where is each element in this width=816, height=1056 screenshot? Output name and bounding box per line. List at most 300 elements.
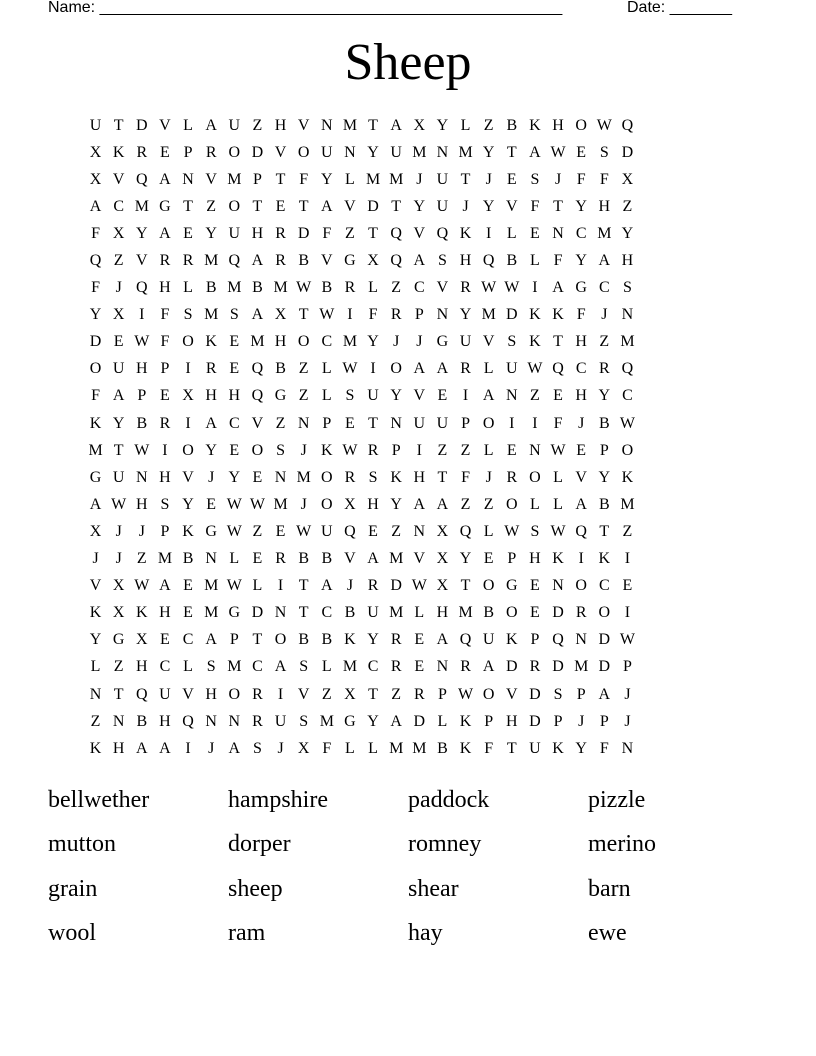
grid-letter: Q [436, 224, 449, 242]
grid-letter: O [506, 604, 518, 622]
grid-letter: M [458, 143, 473, 161]
grid-letter: L [90, 658, 101, 676]
grid-letter: A [552, 279, 564, 297]
grid-letter: N [575, 631, 587, 649]
grid-letter: Q [459, 631, 472, 649]
word-list-item: pizzle [588, 786, 646, 813]
grid-letter: T [252, 631, 263, 649]
grid-letter: M [204, 604, 219, 622]
grid-letter: R [252, 685, 263, 703]
grid-letter: F [91, 224, 101, 242]
grid-letter: G [228, 604, 241, 622]
grid-letter: B [298, 550, 310, 568]
grid-letter: X [297, 739, 310, 757]
grid-letter: D [390, 577, 402, 595]
grid-letter: Z [391, 685, 402, 703]
grid-letter: W [550, 522, 566, 540]
grid-letter: N [436, 658, 449, 676]
grid-letter: K [136, 604, 148, 622]
grid-letter: T [391, 197, 402, 215]
grid-letter: M [389, 604, 404, 622]
grid-row [84, 681, 732, 708]
grid-letter: E [252, 550, 263, 568]
grid-letter: D [136, 116, 148, 134]
grid-letter: I [185, 414, 191, 432]
grid-letter: R [390, 631, 402, 649]
grid-letter: T [553, 197, 563, 215]
grid-letter: N [297, 414, 310, 432]
grid-letter: R [367, 441, 379, 459]
grid-letter: S [252, 739, 262, 757]
grid-letter: T [298, 197, 309, 215]
grid-letter: Y [575, 252, 587, 270]
grid-letter: S [553, 685, 563, 703]
grid-letter: B [344, 604, 356, 622]
grid-letter: D [621, 143, 634, 161]
grid-letter: Z [622, 197, 633, 215]
grid-letter: S [276, 441, 286, 459]
grid-letter: E [113, 333, 124, 351]
grid-letter: X [112, 224, 125, 242]
grid-letter: S [345, 387, 355, 405]
word-list-item: hay [408, 920, 443, 947]
grid-letter: K [344, 631, 356, 649]
grid-letter: Q [390, 224, 402, 242]
grid-letter: Y [482, 197, 495, 215]
grid-letter: N [621, 739, 634, 757]
grid-letter: C [321, 333, 333, 351]
grid-letter: C [228, 414, 240, 432]
word-list-item: ram [228, 920, 266, 947]
grid-letter: Y [459, 306, 472, 324]
grid-letter: T [506, 739, 517, 757]
puzzle-title: Sheep [344, 34, 472, 91]
grid-letter: Z [321, 685, 332, 703]
grid-letter: T [506, 143, 517, 161]
grid-letter: F [299, 170, 309, 188]
grid-letter: U [274, 712, 287, 730]
grid-letter: S [530, 170, 540, 188]
grid-letter: A [159, 224, 171, 242]
grid-letter: Z [391, 279, 402, 297]
grid-letter: Z [437, 441, 448, 459]
grid-letter: N [621, 306, 634, 324]
grid-letter: A [529, 143, 541, 161]
grid-letter: J [277, 739, 284, 757]
grid-letter: H [136, 360, 148, 378]
grid-letter: O [621, 441, 634, 459]
grid-letter: W [458, 685, 474, 703]
grid-letter: E [530, 577, 540, 595]
grid-letter: M [134, 197, 149, 215]
grid-letter: T [298, 577, 309, 595]
grid-letter: X [89, 170, 102, 188]
grid-letter: M [204, 577, 219, 595]
grid-letter: E [414, 658, 425, 676]
grid-letter: Q [136, 170, 148, 188]
grid-letter: X [367, 252, 379, 270]
grid-row [84, 735, 732, 762]
grid-letter: E [506, 170, 517, 188]
grid-letter: V [344, 197, 356, 215]
grid-letter: A [228, 739, 241, 757]
grid-letter: R [275, 252, 286, 270]
grid-letter: P [414, 306, 424, 324]
grid-letter: Z [483, 116, 494, 134]
grid-letter: U [413, 414, 426, 432]
grid-letter: I [139, 306, 145, 324]
grid-letter: F [530, 197, 540, 215]
grid-letter: L [437, 712, 448, 730]
grid-letter: H [575, 333, 587, 351]
grid-letter: B [321, 550, 333, 568]
grid-row [84, 356, 732, 383]
grid-letter: A [390, 116, 402, 134]
grid-letter: B [598, 414, 610, 432]
grid-letter: N [274, 468, 287, 486]
grid-letter: K [459, 712, 472, 730]
grid-letter: O [297, 333, 310, 351]
grid-letter: A [205, 116, 217, 134]
grid-letter: V [321, 252, 333, 270]
grid-letter: C [575, 224, 587, 242]
grid-letter: J [346, 577, 354, 595]
grid-letter: I [277, 577, 284, 595]
grid-letter: X [344, 495, 356, 513]
grid-letter: U [529, 739, 541, 757]
grid-letter: P [622, 658, 632, 676]
grid-letter: E [229, 441, 240, 459]
grid-letter: E [229, 333, 240, 351]
grid-letter: P [461, 414, 471, 432]
grid-letter: N [344, 143, 356, 161]
grid-row [84, 112, 732, 139]
word-list-item: paddock [408, 786, 490, 813]
grid-letter: T [368, 414, 378, 432]
word-list-item: shear [408, 875, 459, 902]
grid-letter: N [529, 441, 541, 459]
grid-letter: L [183, 658, 193, 676]
grid-letter: Y [205, 224, 217, 242]
grid-letter: Y [598, 468, 611, 486]
grid-letter: K [89, 739, 102, 757]
grid-letter: H [529, 550, 541, 568]
grid-letter: O [274, 631, 287, 649]
grid-letter: N [436, 143, 449, 161]
grid-letter: Z [113, 252, 124, 270]
grid-letter: M [204, 252, 219, 270]
grid-letter: M [620, 495, 635, 513]
grid-letter: O [182, 441, 194, 459]
grid-letter: R [344, 279, 356, 297]
grid-letter: H [159, 712, 171, 730]
grid-letter: L [183, 279, 193, 297]
grid-letter: H [413, 468, 426, 486]
grid-letter: H [575, 387, 587, 405]
grid-letter: O [321, 468, 333, 486]
grid-letter: E [160, 143, 170, 161]
grid-letter: G [344, 712, 356, 730]
grid-letter: H [436, 604, 449, 622]
grid-letter: O [529, 468, 541, 486]
grid-letter: W [550, 143, 566, 161]
grid-letter: Z [275, 414, 286, 432]
grid-letter: M [412, 739, 427, 757]
grid-letter: J [578, 712, 585, 730]
grid-letter: D [251, 604, 264, 622]
grid-letter: O [390, 360, 402, 378]
word-list [48, 778, 768, 956]
grid-letter: M [342, 116, 358, 134]
grid-letter: E [252, 468, 263, 486]
grid-letter: Q [552, 631, 564, 649]
grid-letter: V [182, 685, 194, 703]
grid-letter: Z [136, 550, 147, 568]
grid-letter: A [89, 495, 102, 513]
grid-row [84, 437, 732, 464]
grid-letter: D [506, 306, 518, 324]
grid-letter: L [414, 604, 425, 622]
grid-letter: I [416, 441, 422, 459]
grid-letter: U [459, 333, 472, 351]
grid-letter: P [160, 522, 170, 540]
grid-letter: H [159, 279, 171, 297]
grid-letter: I [509, 414, 515, 432]
word-list-item: bellwether [48, 786, 150, 813]
grid-letter: R [182, 252, 194, 270]
grid-letter: P [599, 712, 609, 730]
grid-letter: W [319, 306, 335, 324]
grid-letter: L [183, 116, 193, 134]
grid-letter: E [622, 577, 633, 595]
grid-letter: A [321, 197, 333, 215]
grid-letter: M [157, 550, 173, 568]
grid-letter: X [89, 143, 102, 161]
grid-letter: E [530, 604, 540, 622]
grid-letter: M [574, 658, 589, 676]
grid-letter: P [322, 414, 332, 432]
grid-letter: A [598, 685, 611, 703]
grid-letter: I [486, 224, 492, 242]
grid-letter: B [136, 712, 148, 730]
grid-letter: F [322, 224, 332, 242]
grid-letter: E [160, 387, 170, 405]
grid-letter: J [485, 468, 492, 486]
grid-letter: A [205, 631, 217, 649]
grid-letter: S [229, 306, 239, 324]
word-list-item: grain [48, 875, 98, 902]
grid-letter: M [204, 306, 219, 324]
grid-letter: W [596, 116, 612, 134]
grid-row [84, 518, 732, 545]
grid-letter: T [275, 170, 286, 188]
grid-letter: M [319, 712, 334, 730]
grid-letter: W [619, 414, 635, 432]
grid-letter: G [89, 468, 102, 486]
grid-letter: U [482, 631, 495, 649]
grid-letter: P [437, 685, 447, 703]
grid-letter: P [484, 712, 494, 730]
grid-letter: R [275, 224, 286, 242]
grid-letter: K [89, 604, 102, 622]
grid-letter: A [367, 550, 379, 568]
grid-letter: M [88, 441, 103, 459]
grid-letter: Q [89, 252, 102, 270]
grid-letter: A [575, 495, 587, 513]
grid-letter: Q [136, 685, 148, 703]
grid-letter: F [599, 739, 609, 757]
grid-letter: B [321, 631, 333, 649]
grid-letter: L [483, 522, 494, 540]
grid-letter: V [344, 550, 356, 568]
grid-letter: X [89, 522, 102, 540]
grid-letter: Q [482, 252, 495, 270]
grid-letter: S [437, 252, 447, 270]
grid-letter: K [321, 441, 333, 459]
grid-letter: E [275, 522, 286, 540]
grid-letter: N [89, 685, 102, 703]
grid-letter: F [322, 739, 332, 757]
grid-letter: U [367, 387, 379, 405]
grid-letter: L [506, 224, 517, 242]
grid-row [84, 139, 732, 166]
grid-letter: Y [367, 333, 379, 351]
grid-letter: I [624, 604, 631, 622]
grid-letter: H [205, 387, 217, 405]
grid-letter: E [183, 224, 193, 242]
grid-letter: L [460, 116, 471, 134]
grid-letter: C [413, 279, 425, 297]
grid-letter: K [112, 143, 125, 161]
grid-letter: X [274, 306, 287, 324]
grid-letter: G [112, 631, 125, 649]
grid-letter: B [252, 279, 263, 297]
grid-letter: Y [459, 550, 472, 568]
grid-letter: A [112, 387, 125, 405]
grid-letter: K [390, 468, 402, 486]
letter-grid [84, 112, 732, 762]
grid-letter: P [160, 360, 170, 378]
grid-letter: Y [598, 387, 611, 405]
grid-letter: K [182, 522, 194, 540]
grid-letter: V [182, 468, 194, 486]
grid-letter: T [368, 685, 378, 703]
grid-letter: S [530, 522, 540, 540]
grid-letter: Y [112, 414, 125, 432]
grid-letter: A [251, 306, 264, 324]
grid-letter: O [182, 333, 194, 351]
grid-letter: K [552, 306, 564, 324]
grid-letter: K [205, 333, 217, 351]
grid-letter: U [228, 116, 241, 134]
grid-letter: J [601, 306, 608, 324]
grid-letter: H [367, 495, 379, 513]
grid-letter: Y [367, 712, 379, 730]
grid-letter: Z [252, 522, 263, 540]
grid-letter: E [183, 604, 193, 622]
grid-letter: M [481, 306, 496, 324]
grid-letter: W [527, 360, 543, 378]
grid-letter: C [367, 658, 379, 676]
grid-row [84, 275, 732, 302]
grid-letter: D [529, 712, 541, 730]
grid-row [84, 546, 732, 573]
grid-letter: M [227, 658, 242, 676]
grid-letter: E [576, 143, 587, 161]
grid-letter: H [159, 604, 171, 622]
grid-letter: Y [367, 631, 379, 649]
grid-letter: T [368, 224, 378, 242]
grid-letter: I [532, 279, 538, 297]
grid-letter: Z [298, 387, 309, 405]
grid-letter: J [208, 468, 215, 486]
grid-letter: A [413, 252, 426, 270]
grid-letter: H [598, 197, 611, 215]
grid-letter: E [437, 387, 448, 405]
grid-letter: O [506, 495, 518, 513]
grid-letter: Q [459, 522, 472, 540]
grid-letter: U [436, 170, 449, 188]
grid-row [84, 302, 732, 329]
grid-letter: X [182, 387, 194, 405]
grid-letter: B [136, 414, 148, 432]
grid-letter: G [344, 252, 356, 270]
grid-letter: U [367, 604, 379, 622]
grid-letter: U [159, 685, 171, 703]
grid-letter: N [321, 116, 333, 134]
grid-row [84, 654, 732, 681]
grid-letter: J [624, 685, 631, 703]
grid-letter: V [297, 685, 310, 703]
grid-letter: H [506, 712, 518, 730]
grid-letter: E [553, 387, 563, 405]
grid-letter: J [393, 333, 400, 351]
grid-letter: F [576, 170, 586, 188]
grid-letter: J [300, 495, 307, 513]
grid-letter: Z [252, 116, 263, 134]
grid-letter: T [113, 116, 124, 134]
grid-letter: E [275, 197, 286, 215]
grid-letter: I [185, 739, 191, 757]
grid-letter: U [436, 414, 449, 432]
grid-letter: F [91, 387, 101, 405]
grid-letter: L [345, 170, 355, 188]
grid-letter: G [159, 197, 171, 215]
grid-letter: B [298, 252, 310, 270]
grid-letter: H [459, 252, 472, 270]
grid-letter: L [553, 495, 563, 513]
grid-letter: J [462, 197, 469, 215]
grid-letter: X [136, 631, 148, 649]
grid-letter: J [624, 712, 631, 730]
word-list-row [48, 912, 768, 957]
grid-letter: L [530, 252, 540, 270]
grid-letter: M [620, 333, 635, 351]
grid-letter: K [529, 306, 541, 324]
grid-letter: L [345, 739, 355, 757]
grid-letter: H [251, 224, 264, 242]
grid-letter: C [113, 197, 125, 215]
grid-letter: I [185, 360, 191, 378]
grid-letter: L [530, 495, 540, 513]
grid-letter: W [550, 441, 566, 459]
grid-letter: P [183, 143, 193, 161]
grid-letter: C [598, 279, 610, 297]
grid-letter: R [460, 360, 471, 378]
grid-letter: A [159, 170, 171, 188]
grid-letter: O [89, 360, 102, 378]
grid-letter: V [251, 414, 264, 432]
